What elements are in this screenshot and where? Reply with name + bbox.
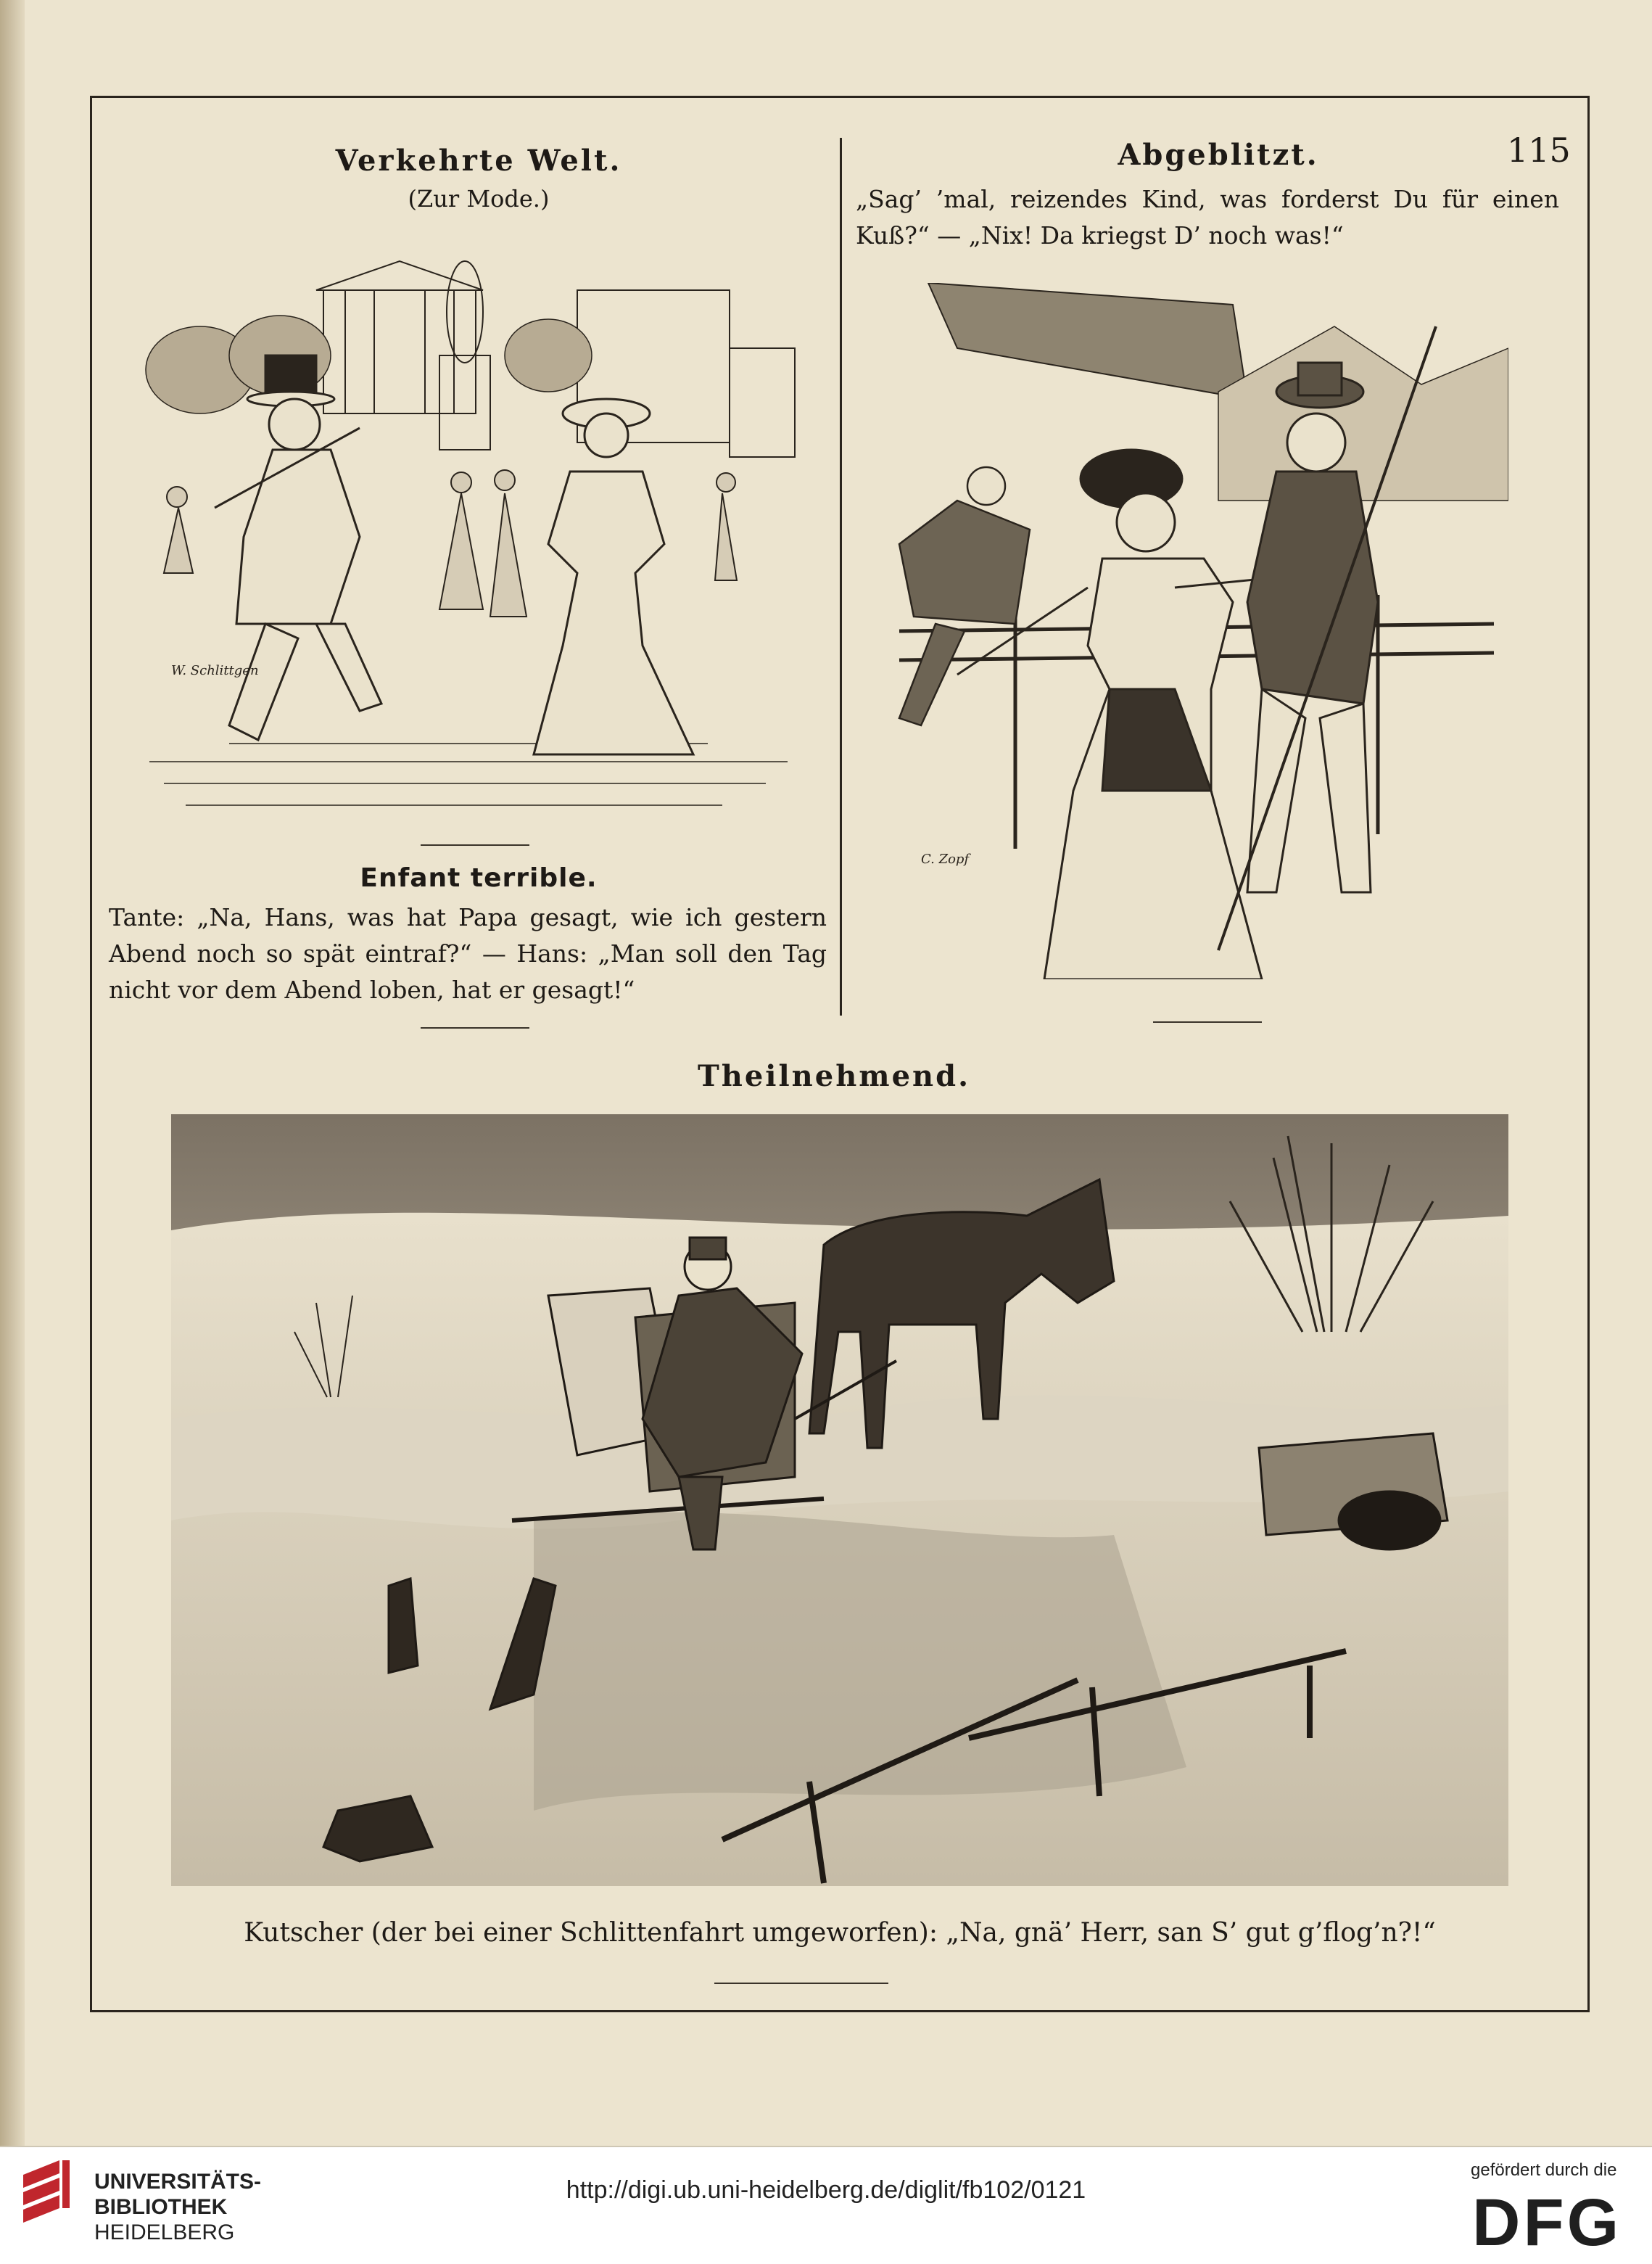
artist-signature-left: W. Schlittgen [171, 663, 259, 678]
caption-theilnehmend: Kutscher (der bei einer Schlittenfahrt umgeworfen): „Na, gnä’ Herr, san S’ gut g’flog’n?!“ [244, 1918, 1436, 1948]
cartoon-title-enfant-terrible: Enfant terrible. [360, 863, 598, 893]
section-rule [714, 1983, 888, 1984]
illustration-verkehrte-welt [142, 232, 802, 834]
page-number: 115 [1507, 131, 1571, 170]
illustration-abgeblitzt [870, 283, 1508, 979]
funding-label: gefördert durch die [1471, 2160, 1617, 2180]
cartoon-title-theilnehmend: Theilnehmend. [697, 1059, 971, 1093]
illustration-theilnehmend [171, 1114, 1508, 1886]
artist-signature-right: C. Zopf [921, 852, 970, 867]
library-name-line3: HEIDELBERG [94, 2220, 235, 2244]
dfg-logo: DFG [1472, 2186, 1622, 2260]
section-rule [421, 844, 529, 846]
cartoon-title-abgeblitzt: Abgeblitzt. [1118, 138, 1319, 172]
book-spine-shadow [0, 0, 25, 2146]
column-divider [840, 138, 842, 1016]
section-rule [1153, 1021, 1262, 1023]
caption-enfant-terrible: Tante: „Na, Hans, was hat Papa gesagt, wie ich gestern Abend noch so spät eintraf?“ — Hans: „Man soll den Tag nicht vor dem Abend loben, hat er gesagt!“ [109, 903, 827, 1004]
source-url-link[interactable]: http://digi.ub.uni-heidelberg.de/diglit/fb102/0121 [566, 2176, 1086, 2204]
cartoon-subtitle: (Zur Mode.) [408, 185, 550, 213]
caption-abgeblitzt: „Sag’ ’mal, reizendes Kind, was forderst Du für einen Kuß?“ — „Nix! Da kriegst D’ noch was!“ [856, 185, 1559, 250]
library-name-line2: BIBLIOTHEK [94, 2195, 228, 2219]
cartoon-title-verkehrte-welt: Verkehrte Welt. [335, 144, 622, 178]
library-name-line1: UNIVERSITÄTS- [94, 2170, 262, 2194]
section-rule [421, 1027, 529, 1029]
